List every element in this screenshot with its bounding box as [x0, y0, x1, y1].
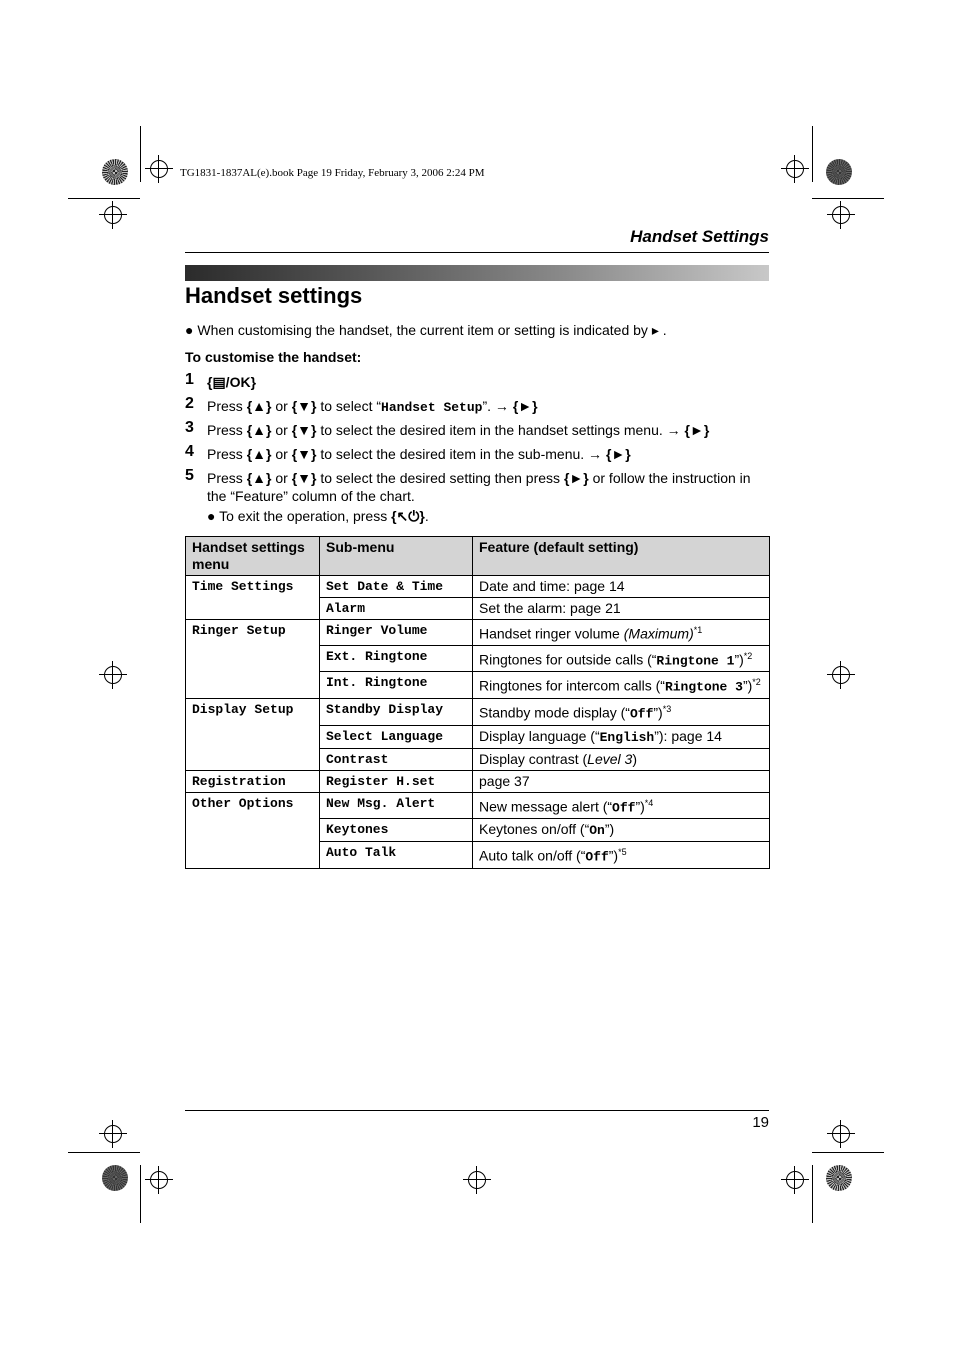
column-header: Sub-menu — [320, 537, 473, 576]
crop-line — [812, 126, 813, 182]
crop-target-mark — [832, 666, 850, 684]
feature-cell: page 37 — [473, 770, 770, 792]
right-key: {►} — [605, 446, 631, 462]
crop-line — [812, 1152, 884, 1153]
crop-target-mark — [104, 1125, 122, 1143]
crop-target-mark — [150, 160, 168, 178]
submenu-cell: Alarm — [320, 598, 473, 620]
feature-cell: Ringtones for intercom calls (“Ringtone 3”)$^{*2}$ — [473, 672, 770, 699]
exit-note: ● To exit the operation, press {↖⏻}. — [207, 508, 429, 524]
section-gradient-bar — [185, 265, 769, 281]
page-number: 19 — [752, 1114, 769, 1131]
crop-line — [140, 1165, 141, 1223]
step-number: 4 — [185, 443, 194, 460]
procedure-heading: To customise the handset: — [185, 349, 362, 365]
footnote-ref: *2 — [743, 650, 753, 661]
up-key: {▲} — [246, 470, 272, 486]
crop-target-mark — [104, 666, 122, 684]
feature-cell: Date and time: page 14 — [473, 576, 770, 598]
header-rule — [185, 252, 769, 253]
right-key: {►} — [563, 470, 589, 486]
feature-cell: Keytones on/off (“On”) — [473, 819, 770, 842]
menu-cell: Display Setup — [186, 698, 320, 770]
footnote-ref: *3 — [662, 703, 672, 714]
step-number: 5 — [185, 467, 194, 484]
crop-line — [140, 126, 141, 182]
submenu-cell: Select Language — [320, 725, 473, 748]
footnote-ref: *1 — [693, 625, 703, 635]
down-key: {▼} — [291, 422, 317, 438]
crop-target-mark — [832, 206, 850, 224]
bullet-icon: ● — [185, 322, 194, 338]
footer-rule — [185, 1110, 769, 1111]
feature-cell: New message alert (“Off”)$^{*4}$ — [473, 792, 770, 819]
menu-cell: Registration — [186, 770, 320, 792]
page-title: Handset settings — [185, 283, 363, 308]
arrow-right-icon: → — [588, 446, 603, 462]
crop-line — [812, 198, 884, 199]
crop-target-mark — [832, 1125, 850, 1143]
feature-cell: Set the alarm: page 21 — [473, 598, 770, 620]
crop-target-mark — [468, 1171, 486, 1189]
down-key: {▼} — [291, 398, 317, 414]
print-registration-burst — [102, 1165, 128, 1191]
menu-cell: Other Options — [186, 792, 320, 868]
print-registration-burst — [102, 159, 128, 185]
file-info: TG1831-1837AL(e).book Page 19 Friday, February 3, 2006 2:24 PM — [180, 167, 485, 179]
off-key: {↖⏻} — [391, 508, 425, 524]
menu-cell: Ringer Setup — [186, 620, 320, 699]
submenu-cell: Auto Talk — [320, 842, 473, 869]
feature-cell: Handset ringer volume (Maximum)$^{*1}$ — [473, 620, 770, 646]
table-row — [186, 792, 770, 819]
table-header-row — [186, 537, 770, 576]
submenu-cell: Register H.set — [320, 770, 473, 792]
table-row — [186, 770, 770, 792]
submenu-cell: New Msg. Alert — [320, 792, 473, 819]
up-key: {▲} — [246, 398, 272, 414]
menu-ok-key: {▤/OK} — [207, 374, 257, 390]
column-header: Handset settings menu — [186, 537, 320, 576]
crop-target-mark — [150, 1171, 168, 1189]
submenu-cell: Int. Ringtone — [320, 672, 473, 699]
crop-target-mark — [786, 1171, 804, 1189]
down-key: {▼} — [291, 446, 317, 462]
right-key: {►} — [512, 398, 538, 414]
submenu-cell: Keytones — [320, 819, 473, 842]
submenu-cell: Ext. Ringtone — [320, 645, 473, 672]
feature-cell: Display language (“English”): page 14 — [473, 725, 770, 748]
step-number: 2 — [185, 395, 194, 412]
current-item-arrow-icon: ▸ — [651, 322, 659, 338]
display-text: Handset Setup — [381, 400, 483, 415]
crop-line — [68, 198, 140, 199]
print-registration-burst — [826, 159, 852, 185]
bullet-icon: ● — [207, 508, 216, 524]
table-row — [186, 698, 770, 725]
step-number: 1 — [185, 371, 194, 388]
submenu-cell: Standby Display — [320, 698, 473, 725]
running-header: Handset Settings — [630, 227, 769, 246]
down-key: {▼} — [291, 470, 317, 486]
arrow-right-icon: → — [494, 398, 509, 414]
footnote-ref: *2 — [752, 677, 761, 688]
crop-target-mark — [104, 206, 122, 224]
column-header: Feature (default setting) — [473, 537, 770, 576]
table-row — [186, 576, 770, 598]
feature-cell: Standby mode display (“Off”)$^{*3}$ — [473, 698, 770, 725]
print-registration-burst — [826, 1165, 852, 1191]
submenu-cell: Set Date & Time — [320, 576, 473, 598]
settings-table — [185, 536, 770, 869]
submenu-cell: Contrast — [320, 748, 473, 770]
intro-bullet: ● When customising the handset, the current item or setting is indicated by ▸ . — [185, 322, 667, 338]
crop-line — [68, 1152, 140, 1153]
intro-text: When customising the handset, the current item or setting is indicated by — [197, 322, 648, 338]
submenu-cell: Ringer Volume — [320, 620, 473, 646]
crop-target-mark — [786, 160, 804, 178]
feature-cell: Ringtones for outside calls (“Ringtone 1”)$^{*2}$ — [473, 645, 770, 672]
table-row — [186, 620, 770, 646]
feature-cell: Display contrast (Level 3) — [473, 748, 770, 770]
arrow-right-icon: → — [666, 422, 681, 438]
right-key: {►} — [684, 422, 710, 438]
footnote-ref: *4 — [644, 797, 654, 808]
up-key: {▲} — [246, 422, 272, 438]
crop-line — [812, 1165, 813, 1223]
footnote-ref: *5 — [618, 847, 627, 858]
step-number: 3 — [185, 419, 194, 436]
up-key: {▲} — [246, 446, 272, 462]
feature-cell: Auto talk on/off (“Off”)$^{*5}$ — [473, 842, 770, 869]
menu-cell: Time Settings — [186, 576, 320, 620]
